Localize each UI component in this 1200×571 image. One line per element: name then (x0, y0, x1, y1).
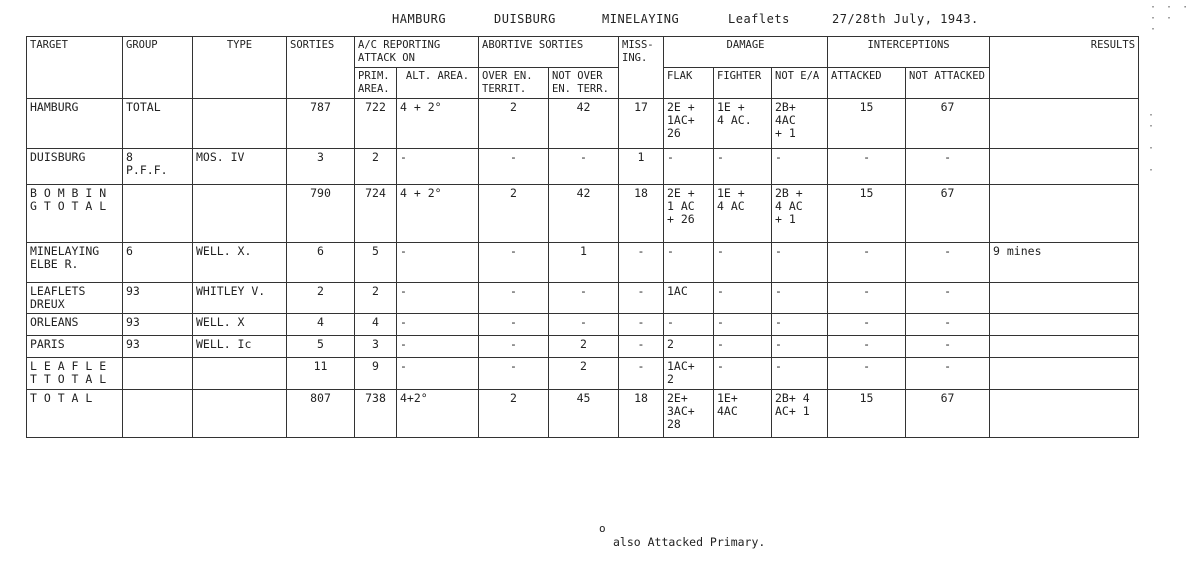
cell-missing: - (619, 336, 664, 358)
cell-group (123, 390, 193, 438)
cell-target: ORLEANS (27, 314, 123, 336)
col-not-over: NOT OVER EN. TERR. (549, 68, 619, 99)
header-date: 27/28th July, 1943. (832, 12, 979, 26)
cell-fighter: - (714, 336, 772, 358)
cell-attacked: 15 (828, 185, 906, 243)
cell-fighter: - (714, 243, 772, 283)
cell-notattacked: 67 (906, 390, 990, 438)
cell-group: 93 (123, 314, 193, 336)
margin-mark-right: · · · · (1148, 110, 1157, 176)
cell-flak: - (664, 314, 714, 336)
cell-over: 2 (479, 99, 549, 149)
col-attacked: ATTACKED (828, 68, 906, 99)
cell-over: - (479, 243, 549, 283)
col-target: TARGET (27, 37, 123, 99)
header-operation-3: MINELAYING (602, 12, 680, 26)
col-sorties: SORTIES (287, 37, 355, 99)
table-row (27, 185, 1139, 243)
cell-attacked: 15 (828, 99, 906, 149)
cell-notea: - (772, 358, 828, 390)
cell-group (123, 358, 193, 390)
cell-results (990, 358, 1139, 390)
cell-prim: 3 (355, 336, 397, 358)
cell-group: TOTAL (123, 99, 193, 149)
cell-missing: 17 (619, 99, 664, 149)
cell-sorties: 3 (287, 149, 355, 185)
cell-attacked: 15 (828, 390, 906, 438)
table-row (27, 336, 1139, 358)
cell-fighter: 1E + 4 AC (714, 185, 772, 243)
cell-flak: - (664, 243, 714, 283)
cell-prim: 2 (355, 283, 397, 314)
cell-notattacked: - (906, 314, 990, 336)
col-ac-reporting: A/C REPORTING ATTACK ON (355, 37, 479, 68)
cell-alt: 4+2° (397, 390, 479, 438)
cell-missing: 1 (619, 149, 664, 185)
cell-over: - (479, 358, 549, 390)
col-not-attacked: NOT ATTACKED (906, 68, 990, 99)
cell-notover: 42 (549, 99, 619, 149)
col-group: GROUP (123, 37, 193, 99)
cell-type: WELL. X (193, 314, 287, 336)
cell-alt: - (397, 336, 479, 358)
cell-flak: 2E + 1 AC + 26 (664, 185, 714, 243)
cell-target: PARIS (27, 336, 123, 358)
cell-prim: 738 (355, 390, 397, 438)
cell-sorties: 2 (287, 283, 355, 314)
cell-target: MINELAYING ELBE R. (27, 243, 123, 283)
col-not-ea: NOT E/A (772, 68, 828, 99)
cell-missing: 18 (619, 185, 664, 243)
cell-notover: 42 (549, 185, 619, 243)
header-target-1: HAMBURG (392, 12, 447, 26)
cell-results (990, 283, 1139, 314)
table-row (27, 314, 1139, 336)
cell-notea: 2B+ 4 AC+ 1 (772, 390, 828, 438)
cell-prim: 5 (355, 243, 397, 283)
col-results: RESULTS (990, 37, 1139, 99)
col-interceptions: INTERCEPTIONS (828, 37, 990, 68)
cell-results (990, 149, 1139, 185)
cell-type: WHITLEY V. (193, 283, 287, 314)
cell-group (123, 185, 193, 243)
cell-notattacked: - (906, 336, 990, 358)
cell-notea: - (772, 336, 828, 358)
cell-sorties: 787 (287, 99, 355, 149)
cell-sorties: 790 (287, 185, 355, 243)
cell-results (990, 314, 1139, 336)
cell-results (990, 185, 1139, 243)
col-missing: MISS-ING. (619, 37, 664, 99)
cell-prim: 724 (355, 185, 397, 243)
cell-missing: - (619, 243, 664, 283)
cell-flak: - (664, 149, 714, 185)
cell-group: 93 (123, 283, 193, 314)
cell-target: DUISBURG (27, 149, 123, 185)
cell-results (990, 336, 1139, 358)
cell-over: - (479, 314, 549, 336)
cell-sorties: 4 (287, 314, 355, 336)
cell-flak: 1AC+ 2 (664, 358, 714, 390)
cell-flak: 2E + 1AC+ 26 (664, 99, 714, 149)
cell-alt: 4 + 2° (397, 185, 479, 243)
col-type: TYPE (193, 37, 287, 99)
cell-sorties: 11 (287, 358, 355, 390)
cell-target: B O M B I N G T O T A L (27, 185, 123, 243)
cell-notover: 2 (549, 336, 619, 358)
cell-missing: - (619, 358, 664, 390)
cell-type: WELL. Ic (193, 336, 287, 358)
col-abortive: ABORTIVE SORTIES (479, 37, 619, 68)
table-row (27, 99, 1139, 149)
cell-missing: - (619, 314, 664, 336)
table-row (27, 149, 1139, 185)
cell-notattacked: - (906, 283, 990, 314)
cell-notover: 45 (549, 390, 619, 438)
cell-type (193, 185, 287, 243)
col-flak: FLAK (664, 68, 714, 99)
header-row-1 (27, 37, 1139, 68)
cell-alt: - (397, 283, 479, 314)
header-operation-4: Leaflets (728, 12, 790, 26)
table-row (27, 358, 1139, 390)
cell-sorties: 6 (287, 243, 355, 283)
cell-fighter: - (714, 314, 772, 336)
cell-target: LEAFLETS DREUX (27, 283, 123, 314)
cell-sorties: 807 (287, 390, 355, 438)
operations-table (26, 36, 1139, 438)
cell-attacked: - (828, 243, 906, 283)
cell-attacked: - (828, 358, 906, 390)
cell-missing: 18 (619, 390, 664, 438)
cell-notover: - (549, 314, 619, 336)
cell-type: MOS. IV (193, 149, 287, 185)
cell-attacked: - (828, 336, 906, 358)
cell-fighter: - (714, 358, 772, 390)
cell-sorties: 5 (287, 336, 355, 358)
cell-fighter: - (714, 149, 772, 185)
col-alt-area: ALT. AREA. (397, 68, 479, 99)
cell-notattacked: - (906, 358, 990, 390)
table-row (27, 243, 1139, 283)
cell-results (990, 390, 1139, 438)
col-over-en: OVER EN. TERRIT. (479, 68, 549, 99)
cell-notattacked: - (906, 243, 990, 283)
cell-type (193, 390, 287, 438)
cell-notea: 2B+ 4AC + 1 (772, 99, 828, 149)
cell-attacked: - (828, 149, 906, 185)
cell-type: WELL. X. (193, 243, 287, 283)
cell-prim: 4 (355, 314, 397, 336)
cell-target: T O T A L (27, 390, 123, 438)
col-fighter: FIGHTER (714, 68, 772, 99)
cell-notea: - (772, 283, 828, 314)
cell-fighter: 1E+ 4AC (714, 390, 772, 438)
cell-notea: 2B + 4 AC + 1 (772, 185, 828, 243)
cell-notover: - (549, 149, 619, 185)
cell-notea: - (772, 314, 828, 336)
cell-prim: 722 (355, 99, 397, 149)
cell-over: - (479, 283, 549, 314)
cell-alt: - (397, 149, 479, 185)
margin-mark-top-right: · · · · · · (1150, 2, 1191, 35)
col-prim-area: PRIM. AREA. (355, 68, 397, 99)
cell-over: 2 (479, 390, 549, 438)
cell-type (193, 358, 287, 390)
cell-prim: 2 (355, 149, 397, 185)
cell-fighter: - (714, 283, 772, 314)
cell-notover: - (549, 283, 619, 314)
cell-over: 2 (479, 185, 549, 243)
cell-flak: 2E+ 3AC+ 28 (664, 390, 714, 438)
cell-type (193, 99, 287, 149)
cell-notattacked: 67 (906, 99, 990, 149)
cell-alt: - (397, 243, 479, 283)
footnote-mark: o (599, 522, 606, 535)
cell-notattacked: 67 (906, 185, 990, 243)
cell-over: - (479, 336, 549, 358)
header-target-2: DUISBURG (494, 12, 556, 26)
cell-group: 6 (123, 243, 193, 283)
cell-over: - (479, 149, 549, 185)
cell-target: L E A F L E T T O T A L (27, 358, 123, 390)
cell-notover: 1 (549, 243, 619, 283)
cell-group: 8 P.F.F. (123, 149, 193, 185)
cell-prim: 9 (355, 358, 397, 390)
cell-notea: - (772, 243, 828, 283)
cell-results (990, 99, 1139, 149)
cell-fighter: 1E + 4 AC. (714, 99, 772, 149)
cell-notover: 2 (549, 358, 619, 390)
cell-attacked: - (828, 283, 906, 314)
cell-notea: - (772, 149, 828, 185)
cell-alt: - (397, 314, 479, 336)
cell-flak: 2 (664, 336, 714, 358)
col-damage: DAMAGE (664, 37, 828, 68)
footnote: also Attacked Primary. (613, 535, 766, 549)
cell-results: 9 mines (990, 243, 1139, 283)
cell-target: HAMBURG (27, 99, 123, 149)
cell-flak: 1AC (664, 283, 714, 314)
cell-alt: - (397, 358, 479, 390)
table-row (27, 283, 1139, 314)
cell-attacked: - (828, 314, 906, 336)
cell-alt: 4 + 2° (397, 99, 479, 149)
cell-missing: - (619, 283, 664, 314)
table-row (27, 390, 1139, 438)
cell-group: 93 (123, 336, 193, 358)
cell-notattacked: - (906, 149, 990, 185)
